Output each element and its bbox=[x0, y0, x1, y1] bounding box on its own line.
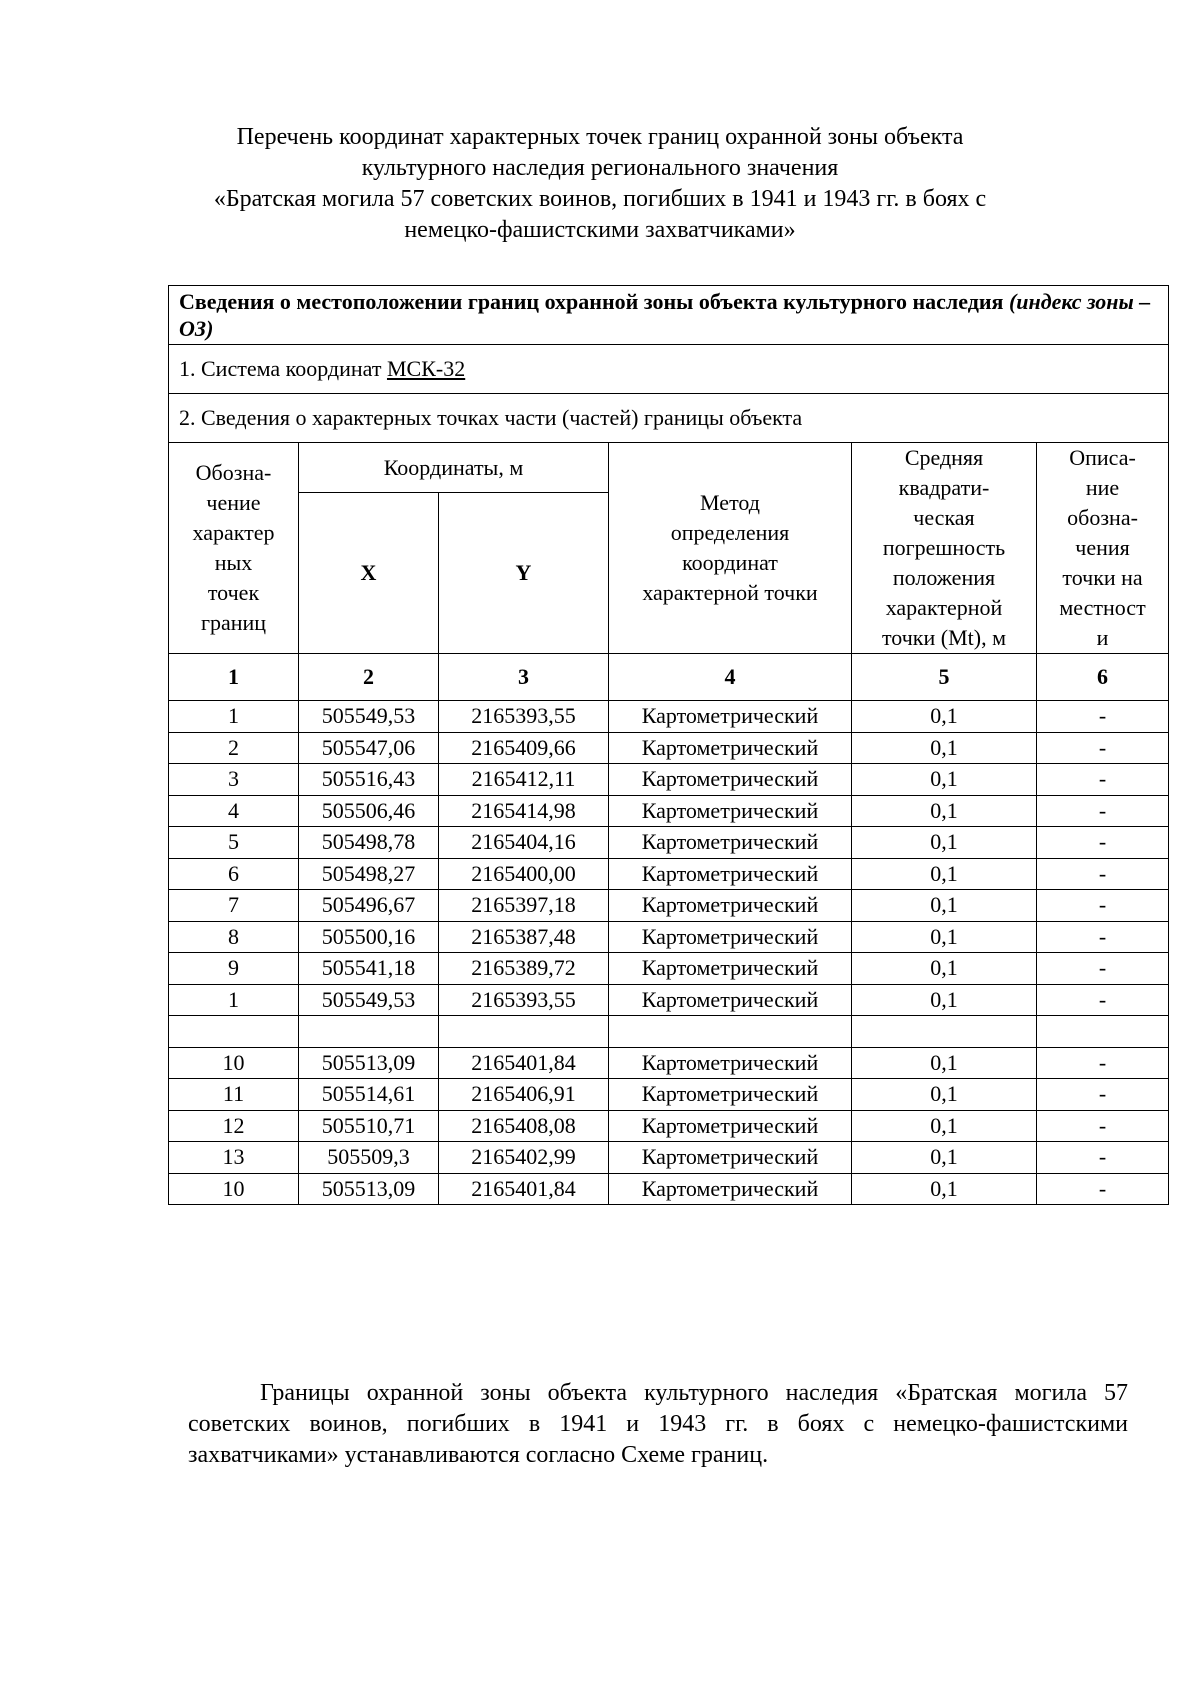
cell-description: - bbox=[1037, 1173, 1169, 1205]
cell-y: 2165401,84 bbox=[439, 1173, 609, 1205]
coordinates-table bbox=[168, 285, 1169, 1205]
header-line: квадрати- bbox=[898, 475, 990, 500]
header-line: определения bbox=[670, 520, 790, 545]
table-row bbox=[169, 1142, 1169, 1174]
cell-y: 2165404,16 bbox=[439, 827, 609, 859]
cell-y: 2165402,99 bbox=[439, 1142, 609, 1174]
points-info-row: 2. Сведения о характерных точках части (частей) границы объекта bbox=[169, 394, 1169, 443]
cell-method: Картометрический bbox=[609, 1110, 852, 1142]
empty-cell bbox=[1037, 1016, 1169, 1048]
cell-method: Картометрический bbox=[609, 858, 852, 890]
cell-method: Картометрический bbox=[609, 764, 852, 796]
table-row bbox=[169, 1173, 1169, 1205]
cell-y: 2165408,08 bbox=[439, 1110, 609, 1142]
title-line: немецко-фашистскими захватчиками» bbox=[404, 217, 796, 243]
cell-description: - bbox=[1037, 1079, 1169, 1111]
table-row bbox=[169, 921, 1169, 953]
cell-method: Картометрический bbox=[609, 953, 852, 985]
cell-description: - bbox=[1037, 953, 1169, 985]
cell-y: 2165406,91 bbox=[439, 1079, 609, 1111]
header-line: характерной точки bbox=[642, 580, 818, 605]
header-coordinates: Координаты, м bbox=[299, 443, 609, 493]
cell-description: - bbox=[1037, 764, 1169, 796]
cell-description: - bbox=[1037, 732, 1169, 764]
cell-accuracy: 0,1 bbox=[852, 764, 1037, 796]
cell-x: 505549,53 bbox=[299, 984, 439, 1016]
table-row bbox=[169, 858, 1169, 890]
cell-y: 2165393,55 bbox=[439, 984, 609, 1016]
column-number: 3 bbox=[439, 654, 609, 701]
cell-method: Картометрический bbox=[609, 984, 852, 1016]
table-row bbox=[169, 1047, 1169, 1079]
table-row bbox=[169, 795, 1169, 827]
table-row bbox=[169, 701, 1169, 733]
cell-description: - bbox=[1037, 858, 1169, 890]
column-number: 5 bbox=[852, 654, 1037, 701]
header-line: характерной bbox=[885, 595, 1003, 620]
cell-accuracy: 0,1 bbox=[852, 1079, 1037, 1111]
cell-point-number: 1 bbox=[169, 701, 299, 733]
cell-x: 505509,3 bbox=[299, 1142, 439, 1174]
header-y: Y bbox=[439, 493, 609, 654]
header-line: точки на bbox=[1062, 565, 1143, 590]
coordinate-system-value: МСК-32 bbox=[386, 356, 466, 381]
cell-accuracy: 0,1 bbox=[852, 827, 1037, 859]
cell-accuracy: 0,1 bbox=[852, 1110, 1037, 1142]
cell-method: Картометрический bbox=[609, 732, 852, 764]
cell-x: 505513,09 bbox=[299, 1047, 439, 1079]
cell-y: 2165389,72 bbox=[439, 953, 609, 985]
header-x: X bbox=[299, 493, 439, 654]
cell-description: - bbox=[1037, 984, 1169, 1016]
cell-point-number: 7 bbox=[169, 890, 299, 922]
cell-x: 505510,71 bbox=[299, 1110, 439, 1142]
header-line: точки (Mt), м bbox=[881, 625, 1007, 650]
empty-cell bbox=[439, 1016, 609, 1048]
header-line: обозна- bbox=[1067, 505, 1138, 530]
header-line: точек bbox=[207, 580, 260, 605]
section-title: Сведения о местоположении границ охранной зоны объекта культурного наследия bbox=[179, 289, 1004, 314]
table-row bbox=[169, 953, 1169, 985]
cell-y: 2165409,66 bbox=[439, 732, 609, 764]
header-line: Описа- bbox=[1069, 445, 1136, 470]
title-line: «Братская могила 57 советских воинов, погибших в 1941 и 1943 гг. в боях с bbox=[213, 186, 987, 212]
header-accuracy bbox=[852, 443, 1037, 654]
cell-point-number: 5 bbox=[169, 827, 299, 859]
column-number: 1 bbox=[169, 654, 299, 701]
cell-method: Картометрический bbox=[609, 1047, 852, 1079]
cell-method: Картометрический bbox=[609, 1173, 852, 1205]
cell-accuracy: 0,1 bbox=[852, 953, 1037, 985]
cell-accuracy: 0,1 bbox=[852, 1142, 1037, 1174]
cell-y: 2165387,48 bbox=[439, 921, 609, 953]
header-line: и bbox=[1096, 625, 1109, 650]
cell-point-number: 6 bbox=[169, 858, 299, 890]
header-line: характер bbox=[192, 520, 275, 545]
cell-x: 505547,06 bbox=[299, 732, 439, 764]
header-line: положения bbox=[892, 565, 996, 590]
cell-description: - bbox=[1037, 921, 1169, 953]
cell-description: - bbox=[1037, 1110, 1169, 1142]
separator-row bbox=[169, 1016, 1169, 1048]
cell-accuracy: 0,1 bbox=[852, 732, 1037, 764]
empty-cell bbox=[852, 1016, 1037, 1048]
cell-point-number: 2 bbox=[169, 732, 299, 764]
cell-method: Картометрический bbox=[609, 701, 852, 733]
cell-y: 2165397,18 bbox=[439, 890, 609, 922]
header-method bbox=[609, 443, 852, 654]
title-line: Перечень координат характерных точек границ охранной зоны объекта bbox=[236, 124, 964, 150]
cell-description: - bbox=[1037, 890, 1169, 922]
table-row bbox=[169, 732, 1169, 764]
cell-method: Картометрический bbox=[609, 827, 852, 859]
table-row bbox=[169, 890, 1169, 922]
table-row bbox=[169, 1110, 1169, 1142]
cell-accuracy: 0,1 bbox=[852, 890, 1037, 922]
header-line: границ bbox=[200, 610, 267, 635]
header-line: ных bbox=[214, 550, 253, 575]
cell-y: 2165401,84 bbox=[439, 1047, 609, 1079]
table-row bbox=[169, 1079, 1169, 1111]
header-line: Метод bbox=[700, 490, 760, 515]
cell-y: 2165393,55 bbox=[439, 701, 609, 733]
cell-x: 505496,67 bbox=[299, 890, 439, 922]
cell-point-number: 13 bbox=[169, 1142, 299, 1174]
cell-accuracy: 0,1 bbox=[852, 921, 1037, 953]
title-line: культурного наследия регионального значения bbox=[361, 155, 839, 181]
header-line: ческая bbox=[913, 505, 975, 530]
closing-text: Границы охранной зоны объекта культурного наследия «Братская могила 57 советских воинов, погибших в 1941 и 1943 гг. в боях с немецко-фашистскими захватчиками» устанавливаются согласно Схеме границ. bbox=[188, 1380, 1128, 1468]
cell-point-number: 8 bbox=[169, 921, 299, 953]
cell-point-number: 12 bbox=[169, 1110, 299, 1142]
cell-x: 505500,16 bbox=[299, 921, 439, 953]
section-header bbox=[169, 286, 1169, 345]
cell-description: - bbox=[1037, 701, 1169, 733]
cell-y: 2165400,00 bbox=[439, 858, 609, 890]
cell-point-number: 10 bbox=[169, 1047, 299, 1079]
cell-accuracy: 0,1 bbox=[852, 701, 1037, 733]
cell-point-number: 11 bbox=[169, 1079, 299, 1111]
header-line: Средняя bbox=[904, 445, 984, 470]
cell-method: Картометрический bbox=[609, 1079, 852, 1111]
empty-cell bbox=[299, 1016, 439, 1048]
cell-point-number: 3 bbox=[169, 764, 299, 796]
cell-x: 505516,43 bbox=[299, 764, 439, 796]
document-title bbox=[150, 122, 1050, 246]
column-number: 6 bbox=[1037, 654, 1169, 701]
cell-accuracy: 0,1 bbox=[852, 984, 1037, 1016]
table-row bbox=[169, 984, 1169, 1016]
cell-point-number: 1 bbox=[169, 984, 299, 1016]
header-line: чения bbox=[1075, 535, 1130, 560]
header-line: погрешность bbox=[882, 535, 1006, 560]
coordinate-system-label: 1. Система координат bbox=[179, 356, 382, 381]
cell-description: - bbox=[1037, 795, 1169, 827]
cell-description: - bbox=[1037, 827, 1169, 859]
cell-description: - bbox=[1037, 1047, 1169, 1079]
cell-y: 2165414,98 bbox=[439, 795, 609, 827]
empty-cell bbox=[609, 1016, 852, 1048]
cell-method: Картометрический bbox=[609, 1142, 852, 1174]
cell-x: 505498,78 bbox=[299, 827, 439, 859]
cell-x: 505513,09 bbox=[299, 1173, 439, 1205]
cell-x: 505506,46 bbox=[299, 795, 439, 827]
cell-method: Картометрический bbox=[609, 795, 852, 827]
cell-accuracy: 0,1 bbox=[852, 795, 1037, 827]
cell-y: 2165412,11 bbox=[439, 764, 609, 796]
cell-x: 505541,18 bbox=[299, 953, 439, 985]
header-description bbox=[1037, 443, 1169, 654]
empty-cell bbox=[169, 1016, 299, 1048]
cell-x: 505498,27 bbox=[299, 858, 439, 890]
table-row bbox=[169, 764, 1169, 796]
cell-point-number: 4 bbox=[169, 795, 299, 827]
cell-x: 505514,61 bbox=[299, 1079, 439, 1111]
header-line: ние bbox=[1085, 475, 1120, 500]
cell-description: - bbox=[1037, 1142, 1169, 1174]
cell-method: Картометрический bbox=[609, 890, 852, 922]
cell-accuracy: 0,1 bbox=[852, 1047, 1037, 1079]
header-line: координат bbox=[682, 550, 778, 575]
column-number: 4 bbox=[609, 654, 852, 701]
table-row bbox=[169, 827, 1169, 859]
section-index: (индекс зоны – ОЗ) bbox=[179, 289, 1151, 341]
header-line: Обозна- bbox=[195, 460, 272, 485]
header-designation bbox=[169, 443, 299, 654]
cell-method: Картометрический bbox=[609, 921, 852, 953]
closing-paragraph bbox=[188, 1378, 1128, 1471]
header-line: местност bbox=[1059, 595, 1146, 620]
cell-point-number: 9 bbox=[169, 953, 299, 985]
cell-accuracy: 0,1 bbox=[852, 1173, 1037, 1205]
cell-accuracy: 0,1 bbox=[852, 858, 1037, 890]
cell-x: 505549,53 bbox=[299, 701, 439, 733]
header-line: чение bbox=[206, 490, 261, 515]
cell-point-number: 10 bbox=[169, 1173, 299, 1205]
coordinate-system-row bbox=[169, 345, 1169, 394]
column-number: 2 bbox=[299, 654, 439, 701]
